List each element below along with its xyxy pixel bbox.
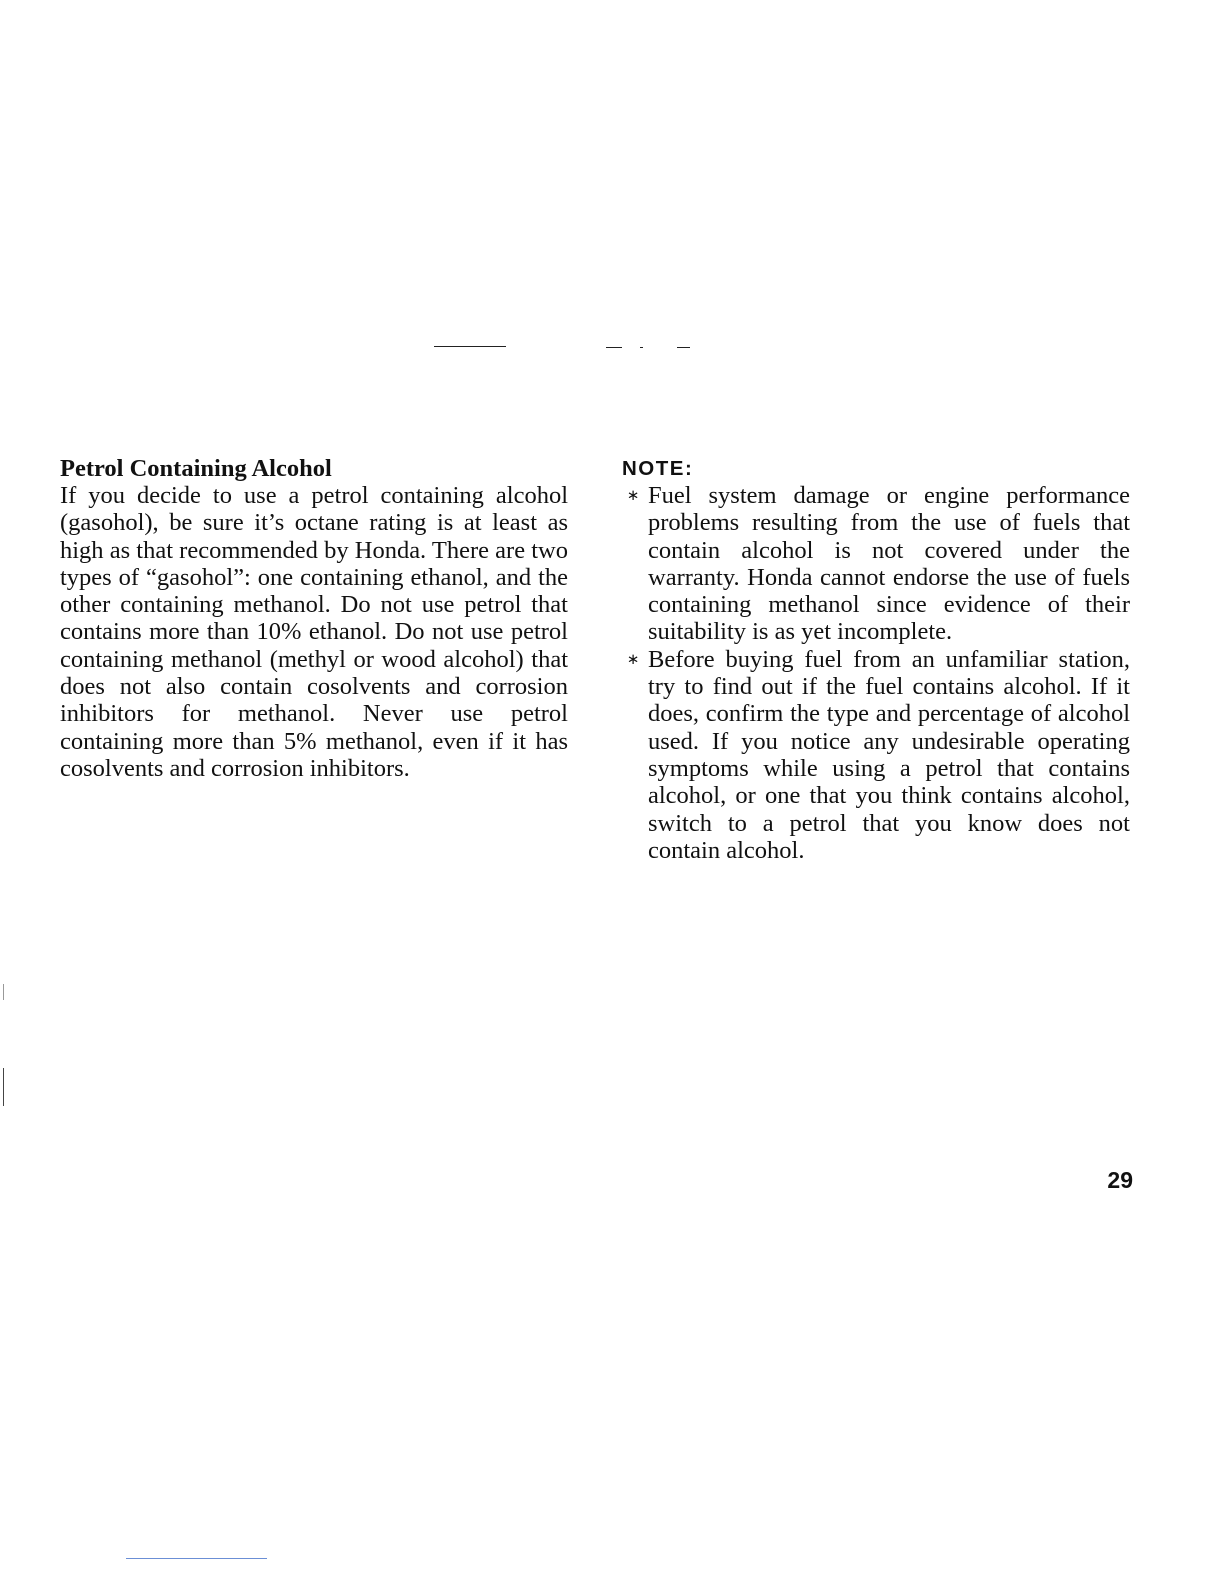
- margin-mark: [3, 984, 4, 1000]
- top-rule-fragment: [677, 347, 690, 348]
- bottom-scan-line: [126, 1558, 267, 1559]
- page-number: 29: [1107, 1167, 1133, 1193]
- margin-mark: [3, 1068, 4, 1106]
- left-column: [60, 455, 568, 782]
- top-rule-fragment: [640, 347, 643, 348]
- note-item-text: Fuel system damage or engine performance problems resulting from the use of fuels that contain alcohol is not covered under the warranty. Honda cannot endorse the use of fuels containing methanol since evidence of their suitability is as yet incomplete.: [648, 482, 1130, 646]
- asterisk-bullet-icon: ∗: [626, 649, 640, 668]
- note-item-text: Before buying fuel from an unfamiliar station, try to find out if the fuel contains alcohol. If it does, confirm the type and percentage of alcohol used. If you notice any undesirable operating symptoms while using a petrol that contains alcohol, or one that you think contains alcohol, switch to a petrol that you know does not contain alcohol.: [648, 645, 1130, 864]
- asterisk-bullet-icon: ∗: [626, 486, 640, 504]
- top-rule: [434, 346, 506, 347]
- note-list: [622, 482, 1130, 864]
- section-title: Petrol Containing Alcohol: [60, 455, 332, 482]
- note-item: [622, 646, 1130, 864]
- note-section: [622, 456, 1130, 864]
- note-item: [622, 482, 1130, 646]
- note-label: NOTE:: [622, 457, 694, 480]
- top-rule-fragment: [606, 347, 622, 348]
- section-body: If you decide to use a petrol containing alcohol (gasohol), be sure it’s octane rating is at least as high as that recommended by Honda. There are two types of “gasohol”: one containing ethanol, and the other containing methanol. Do not use petrol that contains more than 10% ethanol. Do not use petrol containing methanol (methyl or wood alcohol) that does not also contain cosolvents and corrosion inhibitors for methanol. Never use petrol containing more than 5% methanol, even if it has cosolvents and corrosion inhibitors.: [60, 482, 568, 782]
